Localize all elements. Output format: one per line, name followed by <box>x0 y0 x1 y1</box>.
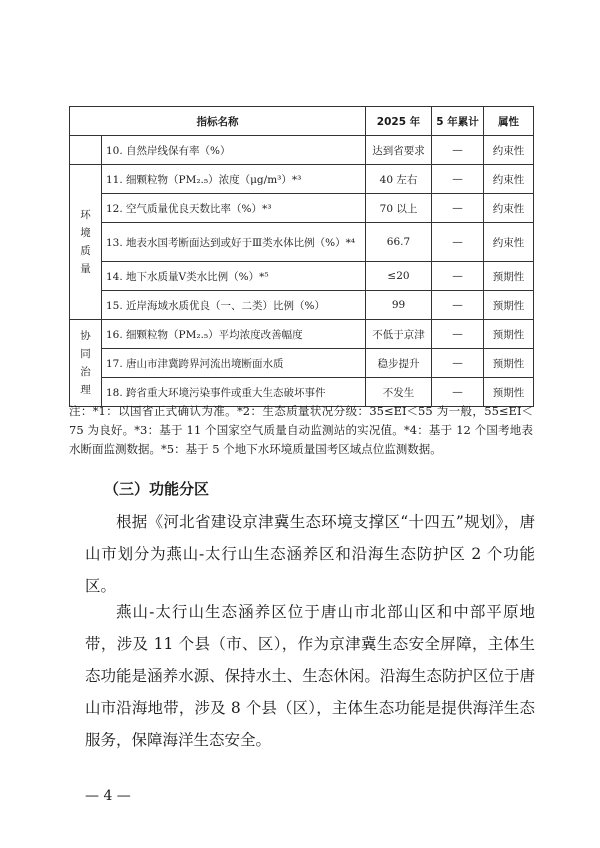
table-footnote: 注：*1：以国省正式确认为准。*2：生态质量状况分级：35≤EI＜55 为一般，55≤EI＜75 为良好。*3：基于 11 个国家空气质量自动监测站的实况值。*4：基于 12 个国考地表水断面监测数据。*5：基于 5 个地下水环境质量国考区域点位监测数据。 <box>69 404 533 456</box>
indicator-attribute: 约束性 <box>484 136 534 165</box>
indicator-target: ≤20 <box>366 262 432 291</box>
indicator-cumulative: — <box>432 194 484 223</box>
indicator-attribute: 预期性 <box>484 291 534 320</box>
indicator-attribute: 预期性 <box>484 378 534 407</box>
indicator-name: 12. 空气质量优良天数比率（%）*³ <box>102 194 366 223</box>
table-row <box>70 136 534 165</box>
indicator-name: 13. 地表水国考断面达到或好于Ⅲ类水体比例（%）*⁴ <box>102 223 366 262</box>
category-environment: 环境质量 <box>70 165 102 320</box>
category-coordination: 协同治理 <box>70 320 102 407</box>
indicator-attribute: 预期性 <box>484 320 534 349</box>
indicator-cumulative: — <box>432 136 484 165</box>
table-row <box>70 349 534 378</box>
category-empty <box>70 136 102 165</box>
indicator-target: 达到省要求 <box>366 136 432 165</box>
indicator-name: 14. 地下水质量Ⅴ类水比例（%）*⁵ <box>102 262 366 291</box>
indicator-name: 17. 唐山市津冀跨界河流出境断面水质 <box>102 349 366 378</box>
table-row <box>70 194 534 223</box>
indicator-name: 15. 近岸海域水质优良（一、二类）比例（%） <box>102 291 366 320</box>
indicator-attribute: 约束性 <box>484 194 534 223</box>
indicator-name: 18. 跨省重大环境污染事件或重大生态破坏事件 <box>102 378 366 407</box>
indicator-cumulative: — <box>432 291 484 320</box>
body-paragraph: 根据《河北省建设京津冀生态环境支撑区“十四五”规划》，唐山市划分为燕山-太行山生态涵养区和沿海生态防护区 2 个功能区。 <box>85 513 535 595</box>
indicator-attribute: 预期性 <box>484 349 534 378</box>
indicator-cumulative: — <box>432 349 484 378</box>
table-header-row <box>70 107 534 136</box>
header-name: 指标名称 <box>70 107 366 136</box>
indicator-target: 70 以上 <box>366 194 432 223</box>
header-attribute: 属性 <box>484 107 534 136</box>
section-heading: （三）功能分区 <box>104 480 210 498</box>
indicator-cumulative: — <box>432 378 484 407</box>
indicator-target: 不低于京津 <box>366 320 432 349</box>
header-cumulative: 5 年累计 <box>432 107 484 136</box>
page-number: — 4 — <box>85 788 131 804</box>
indicator-cumulative: — <box>432 262 484 291</box>
table-row <box>70 165 534 194</box>
indicator-attribute: 约束性 <box>484 165 534 194</box>
indicator-name: 11. 细颗粒物（PM₂.₅）浓度（μg/m³）*³ <box>102 165 366 194</box>
header-year: 2025 年 <box>366 107 432 136</box>
indicator-target: 不发生 <box>366 378 432 407</box>
indicator-cumulative: — <box>432 320 484 349</box>
indicator-name: 16. 细颗粒物（PM₂.₅）平均浓度改善幅度 <box>102 320 366 349</box>
indicator-attribute: 约束性 <box>484 223 534 262</box>
table-row <box>70 291 534 320</box>
indicator-attribute: 预期性 <box>484 262 534 291</box>
indicator-cumulative: — <box>432 165 484 194</box>
indicator-name: 10. 自然岸线保有率（%） <box>102 136 366 165</box>
indicator-target: 40 左右 <box>366 165 432 194</box>
indicator-table <box>69 106 534 407</box>
body-paragraph: 燕山-太行山生态涵养区位于唐山市北部山区和中部平原地带，涉及 11 个县（市、区），作为京津冀生态安全屏障，主体生态功能是涵养水源、保持水土、生态休闲。沿海生态防护区位于唐山市沿海地带，涉及 8 个县（区），主体生态功能是提供海洋生态服务，保障海洋生态安全。 <box>85 603 535 749</box>
indicator-target: 稳步提升 <box>366 349 432 378</box>
indicator-target: 99 <box>366 291 432 320</box>
table-row <box>70 320 534 349</box>
indicator-target: 66.7 <box>366 223 432 262</box>
table-row <box>70 262 534 291</box>
table-row <box>70 223 534 262</box>
indicator-cumulative: — <box>432 223 484 262</box>
